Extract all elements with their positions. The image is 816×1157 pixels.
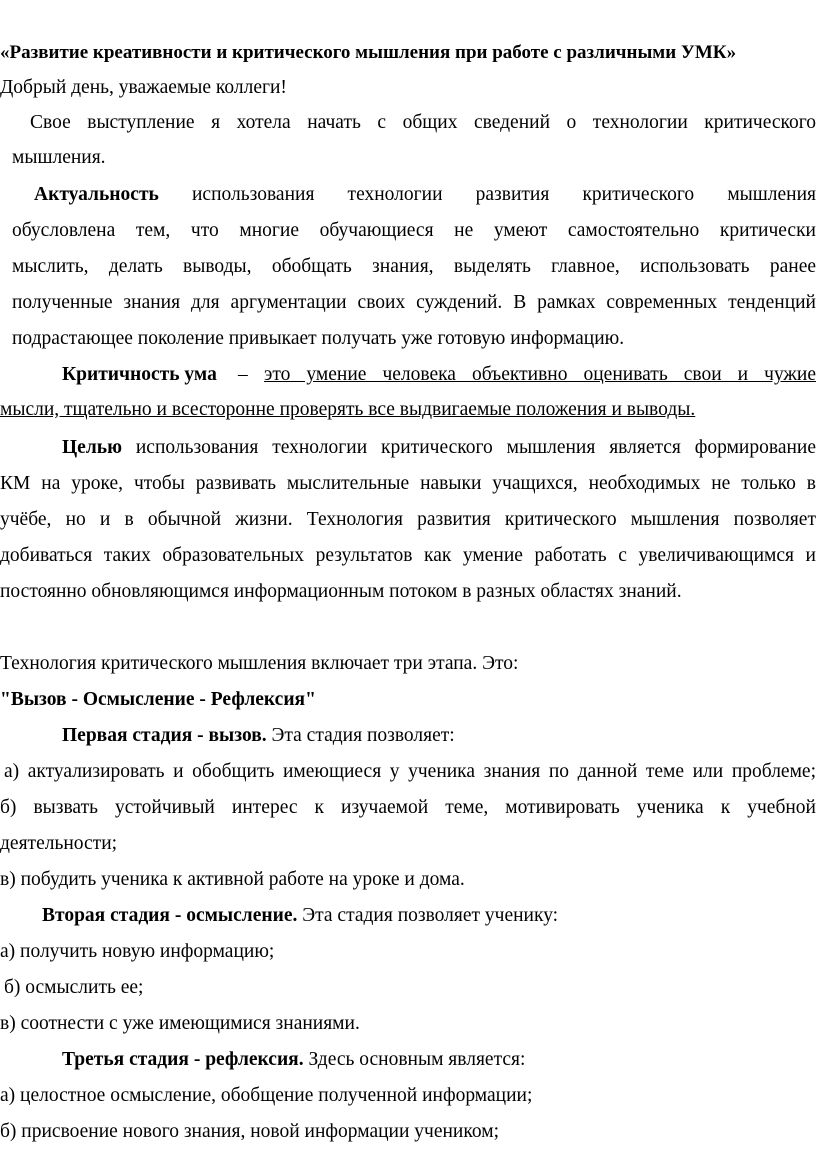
relevance-paragraph-line: мыслить, делать выводы, обобщать знания, выделять главное, использовать ранее [12,256,816,277]
stage2-item: б) осмыслить ее; [4,977,144,998]
goal-paragraph-line: постоянно обновляющимся информационным потоком в разных областях знаний. [0,581,682,602]
stages-intro: Технология критического мышления включает три этапа. Это: [0,653,519,674]
document-title: «Развитие креативности и критического мышления при работе с различными УМК» [0,42,737,63]
relevance-label: Актуальность [34,184,159,205]
stage3-label: Третья стадия - рефлексия. [62,1049,304,1070]
stage1-item: деятельности; [0,833,118,854]
stage1-item: б) вызвать устойчивый интерес к изучаемой теме, мотивировать ученика к учебной [0,797,816,818]
stage2-heading [42,904,558,928]
relevance-paragraph-line [34,183,816,207]
goal-paragraph-line: учёбе, но и в обычной жизни. Технология развития критического мышления позволяет [0,509,816,530]
criticality-definition-line: мысли, тщательно и всесторонне проверять все выдвигаемые положения и выводы. [0,399,696,420]
relevance-paragraph-line: полученные знания для аргументации своих суждений. В рамках современных тенденций [12,292,816,313]
stage2-item: в) соотнести с уже имеющимися знаниями. [0,1013,360,1034]
goal-label: Целью [62,437,122,458]
stage3-item: б) присвоение нового знания, новой информации учеником; [0,1121,499,1142]
stage1-text: Эта стадия позволяет: [271,725,455,746]
greeting: Добрый день, уважаемые коллеги! [0,77,287,98]
relevance-paragraph-line: обусловлена тем, что многие обучающиеся не умеют самостоятельно критически [12,220,816,241]
goal-paragraph-line: добиваться таких образовательных результатов как умение работать с увеличивающимся и [0,545,816,566]
relevance-text: использования технологии развития критического мышления [191,184,816,205]
stage1-item: а) актуализировать и обобщить имеющиеся у ученика знания по данной теме или проблеме; [4,761,816,782]
stage1-item: в) побудить ученика к активной работе на уроке и дома. [0,869,465,890]
criticality-label: Критичность ума [62,364,217,385]
stage2-item: а) получить новую информацию; [0,941,275,962]
stage2-text: Эта стадия позволяет ученику: [302,905,559,926]
stage2-label: Вторая стадия - осмысление. [42,905,298,926]
intro-line: Свое выступление я хотела начать с общих сведений о технологии критического [30,112,816,133]
criticality-definition-line: это умение человека объективно оценивать свои и чужие [264,364,816,385]
intro-line: мышления. [12,147,106,168]
stages-title: "Вызов - Осмысление - Рефлексия" [0,689,316,710]
goal-text: использования технологии критического мышления является формирование [135,437,816,458]
stage3-item: а) целостное осмысление, обобщение полученной информации; [0,1085,533,1106]
relevance-paragraph-line: подрастающее поколение привыкает получать уже готовую информацию. [12,328,625,349]
stage3-heading [62,1048,525,1072]
goal-paragraph-line [62,436,816,460]
goal-paragraph-line: КМ на уроке, чтобы развивать мыслительные навыки учащихся, необходимых не только в [0,473,816,494]
stage1-label: Первая стадия - вызов. [62,725,267,746]
stage3-text: Здесь основным является: [308,1049,526,1070]
stage1-heading [62,724,455,748]
criticality-dash: – [238,364,248,385]
